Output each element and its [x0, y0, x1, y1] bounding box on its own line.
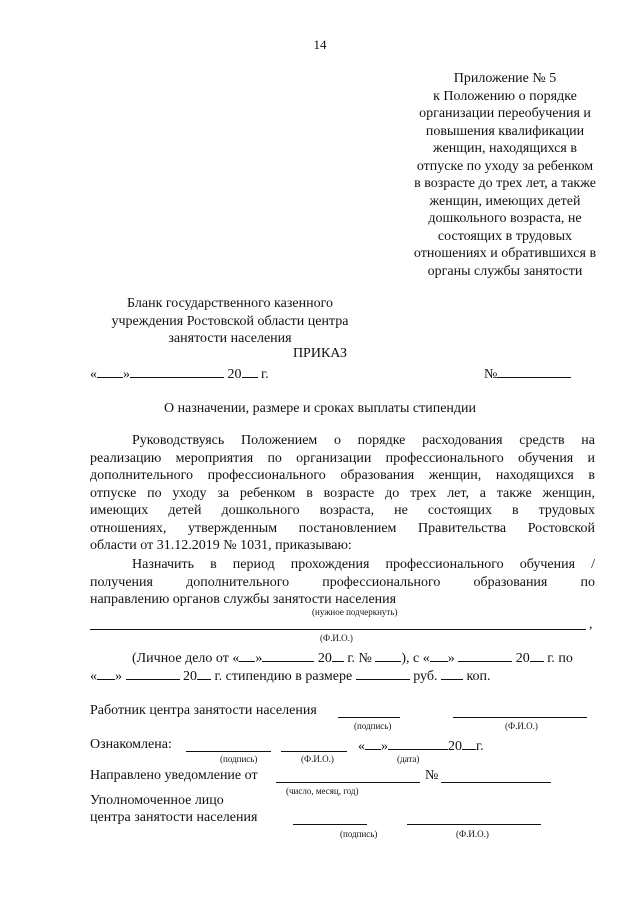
authorized-fio-field[interactable] — [407, 809, 541, 825]
pf-text: » — [255, 651, 263, 666]
order-date — [90, 364, 269, 383]
appendix-line: женщин, имеющих детей — [429, 193, 581, 209]
appendix-line: женщин, находящихся в — [433, 141, 577, 156]
pf-text: » — [115, 669, 122, 684]
assign-line: получения дополнительного профессионального образования по — [90, 574, 595, 590]
acquainted-fio-field[interactable] — [281, 736, 347, 752]
appendix-line: отпуске по уходу за ребенком — [416, 158, 594, 174]
employee-label: Работник центра занятости населения — [90, 703, 317, 718]
order-date-mid: » — [123, 367, 130, 382]
assign-line: Назначить в период прохождения профессионального обучения / — [132, 557, 595, 572]
assign-paragraph — [90, 556, 595, 609]
appendix-line: в возрасте до трех лет, а также — [414, 176, 596, 191]
issuer-line: учреждения Ростовской области центра — [111, 313, 349, 329]
acquainted-date — [358, 736, 484, 755]
appendix-line: отношениях и обратившихся в — [413, 246, 597, 261]
notice-number-label: № — [425, 768, 439, 783]
order-year-suffix: г. — [257, 367, 269, 382]
issuer-block — [80, 295, 380, 348]
authorized-line-1: Уполномоченное лицо — [90, 793, 224, 808]
start-year-field[interactable] — [530, 648, 544, 662]
stipend-kop-field[interactable] — [441, 666, 463, 680]
appendix-block — [385, 70, 625, 280]
hint-authorized-fio: (Ф.И.О.) — [456, 829, 489, 839]
pf-text: 20 — [515, 651, 530, 666]
body-line: дополнительного профессионального образования женщин, находящихся в — [90, 468, 595, 483]
page-number: 14 — [313, 37, 327, 52]
order-number-field[interactable] — [497, 364, 571, 378]
pf-text: 20 — [183, 669, 197, 684]
acq-date-open: « — [358, 739, 365, 754]
acq-date-mid: » — [381, 739, 388, 754]
pf-number-field[interactable] — [375, 648, 401, 662]
pf-text: » — [447, 651, 455, 666]
pf-text: « — [90, 669, 97, 684]
acq-day-field[interactable] — [365, 736, 381, 750]
authorized-line-2: центра занятости населения — [90, 810, 258, 825]
pf-text: 20 — [314, 651, 332, 666]
pf-text: (Личное дело от « — [132, 651, 240, 666]
authorized-signature-field[interactable] — [293, 809, 367, 825]
hint-acq-fio: (Ф.И.О.) — [301, 754, 334, 764]
pf-text: г. по — [543, 651, 573, 666]
body-paragraph — [90, 432, 595, 555]
hint-employee-fio: (Ф.И.О.) — [505, 721, 538, 731]
pf-text: г. стипендию в размере — [211, 669, 353, 684]
order-year-prefix: 20 — [227, 367, 242, 382]
order-title: ПРИКАЗ — [292, 346, 348, 361]
end-month-field[interactable] — [126, 666, 180, 680]
acq-year-field[interactable] — [462, 736, 476, 750]
order-number — [484, 364, 571, 383]
acquainted-signature-field[interactable] — [186, 736, 271, 752]
appendix-line: организации переобучения и — [419, 106, 591, 121]
hint-recipient-fio: (Ф.И.О.) — [320, 633, 353, 643]
hint-underline: (нужное подчеркнуть) — [312, 607, 398, 617]
pf-month-field[interactable] — [262, 648, 314, 662]
appendix-line: состоящих в трудовых — [437, 228, 573, 244]
end-year-field[interactable] — [197, 666, 211, 680]
appendix-line: дошкольного возраста, не — [428, 211, 582, 226]
issuer-line: занятости населения — [168, 331, 292, 346]
order-subject: О назначении, размере и сроках выплаты стипендии — [163, 401, 477, 416]
notice-number-field[interactable] — [441, 767, 551, 783]
acq-month-field[interactable] — [388, 736, 448, 750]
body-line: реализацию мероприятия по организации профессионального обучения и — [90, 450, 595, 466]
order-number-label: № — [484, 367, 498, 382]
assign-line: направлению органов службы занятости населения — [90, 592, 397, 607]
start-month-field[interactable] — [458, 648, 512, 662]
acquainted-label: Ознакомлена: — [90, 737, 172, 752]
body-line: имеющих детей дошкольного возраста, не состоящих в трудовых — [90, 503, 595, 518]
employee-signature-field[interactable] — [338, 702, 400, 718]
appendix-line: к Положению о порядке — [433, 88, 577, 104]
notice-date-field[interactable] — [276, 767, 420, 783]
stipend-rub-field[interactable] — [356, 666, 410, 680]
pf-text: г. № — [343, 651, 372, 666]
start-day-field[interactable] — [430, 648, 448, 662]
body-line: отношениях, утвержденным постановлением Правительства Ростовской — [90, 520, 595, 536]
appendix-line: повышения квалификации — [425, 123, 585, 139]
end-day-field[interactable] — [97, 666, 115, 680]
pf-text: ), с « — [401, 651, 430, 666]
notice-label: Направлено уведомление от — [90, 768, 258, 783]
body-line: области от 31.12.2019 № 1031, приказываю: — [90, 538, 352, 553]
hint-notice-date: (число, месяц, год) — [286, 786, 359, 796]
order-day-field[interactable] — [97, 364, 123, 378]
acq-year-suffix: г. — [476, 739, 484, 754]
issuer-line: Бланк государственного казенного — [127, 296, 333, 311]
order-date-open: « — [90, 367, 97, 382]
hint-acq-signature: (подпись) — [220, 754, 258, 764]
personal-file-line-1 — [132, 648, 573, 667]
employee-fio-field[interactable] — [453, 702, 587, 718]
order-year-field[interactable] — [242, 364, 258, 378]
order-month-field[interactable] — [130, 364, 224, 378]
hint-authorized-signature: (подпись) — [340, 829, 378, 839]
pf-text: руб. — [409, 669, 438, 684]
acq-year-prefix: 20 — [448, 739, 462, 754]
body-line: Руководствуясь Положением о порядке расходования средств на — [132, 433, 595, 448]
appendix-line: Приложение № 5 — [453, 71, 557, 86]
pf-text: коп. — [462, 669, 491, 684]
personal-file-line-2 — [90, 666, 491, 685]
appendix-line: органы службы занятости — [427, 263, 583, 279]
hint-acq-date: (дата) — [397, 754, 420, 764]
recipient-fio-comma: , — [589, 617, 593, 632]
pf-day-field[interactable] — [239, 648, 255, 662]
pf-year-field[interactable] — [332, 648, 344, 662]
hint-employee-signature: (подпись) — [354, 721, 392, 731]
body-line: отпуске по уходу за ребенком в возрасте до трех лет, а также женщин, — [90, 485, 595, 501]
recipient-fio-field[interactable] — [90, 614, 586, 630]
